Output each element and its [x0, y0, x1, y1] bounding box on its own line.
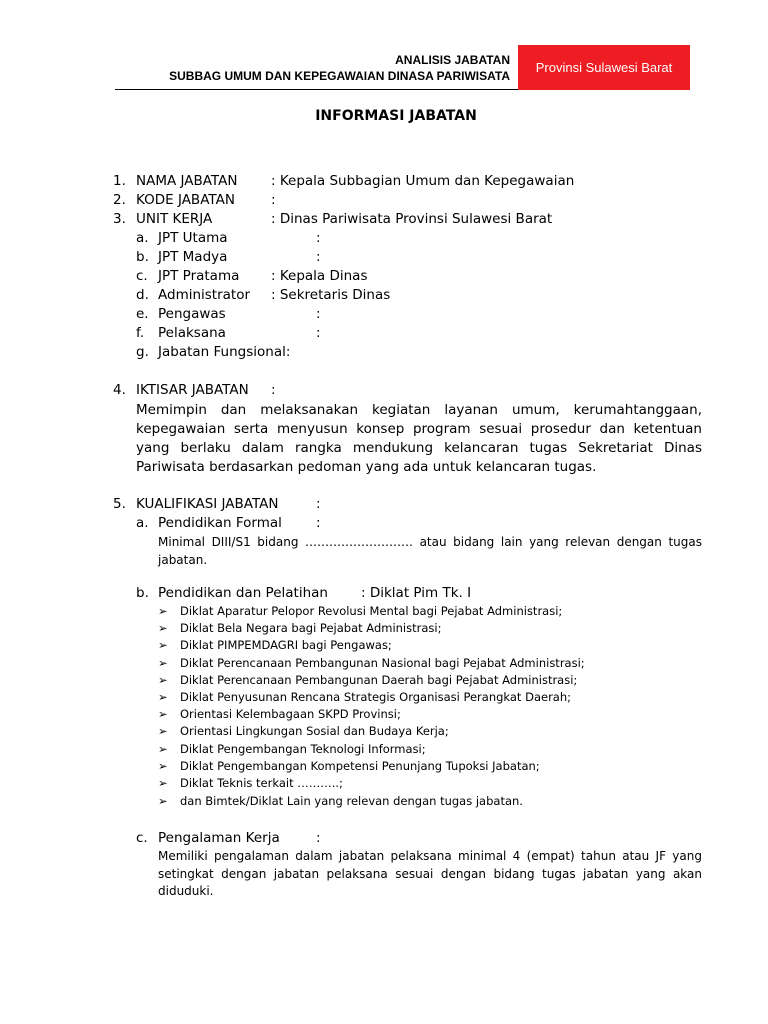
sub-value-jpt-utama: : — [316, 230, 321, 246]
list-item — [158, 621, 441, 635]
arrow-bullet-icon: ➢ — [158, 707, 168, 721]
arrow-bullet-icon: ➢ — [158, 604, 168, 618]
iktisar-colon: : — [271, 382, 276, 398]
sub-label-jpt-madya: JPT Madya — [158, 249, 228, 265]
province-badge — [518, 45, 690, 90]
list-item — [158, 604, 562, 618]
arrow-bullet-icon: ➢ — [158, 621, 168, 635]
diklat-bullet-text: Diklat PIMPEMDAGRI bagi Pengawas; — [180, 638, 392, 652]
diklat-label: Pendidikan dan Pelatihan — [158, 585, 328, 601]
item-label-kode-jabatan: KODE JABATAN — [136, 192, 235, 208]
diklat-bullet-text: Diklat Perencanaan Pembangunan Nasional bagi Pejabat Administrasi; — [180, 656, 585, 670]
iktisar-num: 4. — [113, 382, 126, 398]
pengalaman-letter: c. — [136, 830, 148, 846]
sub-letter-g: g. — [136, 344, 149, 360]
pendidikan-formal-text: Minimal DIII/S1 bidang ……………………… atau bidang lain yang relevan dengan tugas jabatan. — [158, 535, 702, 567]
item-value-unit-kerja: : Dinas Pariwisata Provinsi Sulawesi Barat — [271, 211, 553, 227]
province-badge-label: Provinsi Sulawesi Barat — [535, 60, 673, 75]
sub-label-jabatan-fungsional: Jabatan Fungsional: — [158, 344, 291, 360]
list-item — [158, 656, 585, 670]
list-item — [158, 742, 426, 756]
list-item — [158, 707, 401, 721]
sub-value-pengawas: : — [316, 306, 321, 322]
sub-letter-c: c. — [136, 268, 148, 284]
diklat-bullet-text: Diklat Teknis terkait ………..; — [180, 776, 343, 790]
diklat-bullet-text: Diklat Aparatur Pelopor Revolusi Mental bagi Pejabat Administrasi; — [180, 604, 563, 618]
list-item — [158, 759, 540, 773]
pendidikan-formal-label: Pendidikan Formal — [158, 515, 282, 531]
arrow-bullet-icon: ➢ — [158, 673, 168, 687]
sub-letter-b: b. — [136, 249, 149, 265]
item-label-unit-kerja: UNIT KERJA — [136, 211, 213, 227]
header-line2: SUBBAG UMUM DAN KEPEGAWAIAN DINASA PARIWISATA — [169, 69, 510, 83]
item-num-2: 2. — [113, 192, 126, 208]
item-value-nama-jabatan: : Kepala Subbagian Umum dan Kepegawaian — [271, 173, 575, 189]
kualifikasi-label: KUALIFIKASI JABATAN — [136, 496, 279, 512]
diklat-bullet-text: Orientasi Kelembagaan SKPD Provinsi; — [180, 707, 401, 721]
list-item — [158, 724, 449, 738]
kualifikasi-colon: : — [316, 496, 321, 512]
arrow-bullet-icon: ➢ — [158, 656, 168, 670]
sub-value-administrator: : Sekretaris Dinas — [271, 287, 391, 303]
pengalaman-label: Pengalaman Kerja — [158, 830, 280, 846]
sub-letter-f: f. — [136, 325, 145, 341]
sub-label-jpt-utama: JPT Utama — [158, 230, 228, 246]
header-line1: ANALISIS JABATAN — [395, 53, 510, 67]
arrow-bullet-icon: ➢ — [158, 742, 168, 756]
sub-label-administrator: Administrator — [158, 287, 251, 303]
arrow-bullet-icon: ➢ — [158, 759, 168, 773]
list-item — [158, 776, 343, 790]
item-num-3: 3. — [113, 211, 126, 227]
diklat-bullet-text: dan Bimtek/Diklat Lain yang relevan dengan tugas jabatan. — [180, 794, 523, 808]
diklat-bullet-text: Diklat Bela Negara bagi Pejabat Administrasi; — [180, 621, 442, 635]
list-item — [158, 673, 577, 687]
arrow-bullet-icon: ➢ — [158, 776, 168, 790]
arrow-bullet-icon: ➢ — [158, 794, 168, 808]
arrow-bullet-icon: ➢ — [158, 690, 168, 704]
diklat-bullet-text: Diklat Perencanaan Pembangunan Daerah bagi Pejabat Administrasi; — [180, 673, 578, 687]
item-value-kode-jabatan: : — [271, 192, 276, 208]
list-item — [158, 690, 571, 704]
diklat-bullet-text: Diklat Penyusunan Rencana Strategis Organisasi Perangkat Daerah; — [180, 690, 572, 704]
diklat-letter: b. — [136, 585, 149, 601]
iktisar-label: IKTISAR JABATAN — [136, 382, 249, 398]
header-rule — [115, 89, 518, 90]
page-title: INFORMASI JABATAN — [315, 108, 477, 124]
sub-label-pelaksana: Pelaksana — [158, 325, 226, 341]
arrow-bullet-icon: ➢ — [158, 638, 168, 652]
kualifikasi-num: 5. — [113, 496, 126, 512]
pendidikan-formal-letter: a. — [136, 515, 149, 531]
pengalaman-text: Memiliki pengalaman dalam jabatan pelaksana minimal 4 (empat) tahun atau JF yang setingkat dengan jabatan pelaksana sesuai dengan bidang tugas jabatan yang akan diduduki. — [158, 849, 702, 898]
list-item — [158, 638, 392, 652]
arrow-bullet-icon: ➢ — [158, 724, 168, 738]
sub-value-pelaksana: : — [316, 325, 321, 341]
pendidikan-formal-colon: : — [316, 515, 321, 531]
diklat-bullet-text: Diklat Pengembangan Teknologi Informasi; — [180, 742, 426, 756]
diklat-bullet-text: Diklat Pengembangan Kompetensi Penunjang Tupoksi Jabatan; — [180, 759, 540, 773]
item-label-nama-jabatan: NAMA JABATAN — [136, 173, 238, 189]
diklat-bullet-text: Orientasi Lingkungan Sosial dan Budaya Kerja; — [180, 724, 449, 738]
sub-label-jpt-pratama: JPT Pratama — [158, 268, 240, 284]
diklat-value: : Diklat Pim Tk. I — [361, 585, 472, 601]
sub-value-jpt-pratama: : Kepala Dinas — [271, 268, 368, 284]
iktisar-text: Memimpin dan melaksanakan kegiatan layanan umum, kerumahtanggaan, kepegawaian serta menyusun konsep program sesuai prosedur dan ketentuan yang berlaku dalam rangka mendukung kelancaran tugas Sekretariat Dinas Pariwisata berdasarkan pedoman yang ada untuk kelancaran tugas. — [136, 402, 702, 475]
sub-label-pengawas: Pengawas — [158, 306, 226, 322]
pengalaman-colon: : — [316, 830, 321, 846]
list-item — [158, 794, 523, 808]
item-num-1: 1. — [113, 173, 126, 189]
sub-letter-d: d. — [136, 287, 149, 303]
sub-value-jpt-madya: : — [316, 249, 321, 265]
sub-letter-e: e. — [136, 306, 149, 322]
sub-letter-a: a. — [136, 230, 149, 246]
